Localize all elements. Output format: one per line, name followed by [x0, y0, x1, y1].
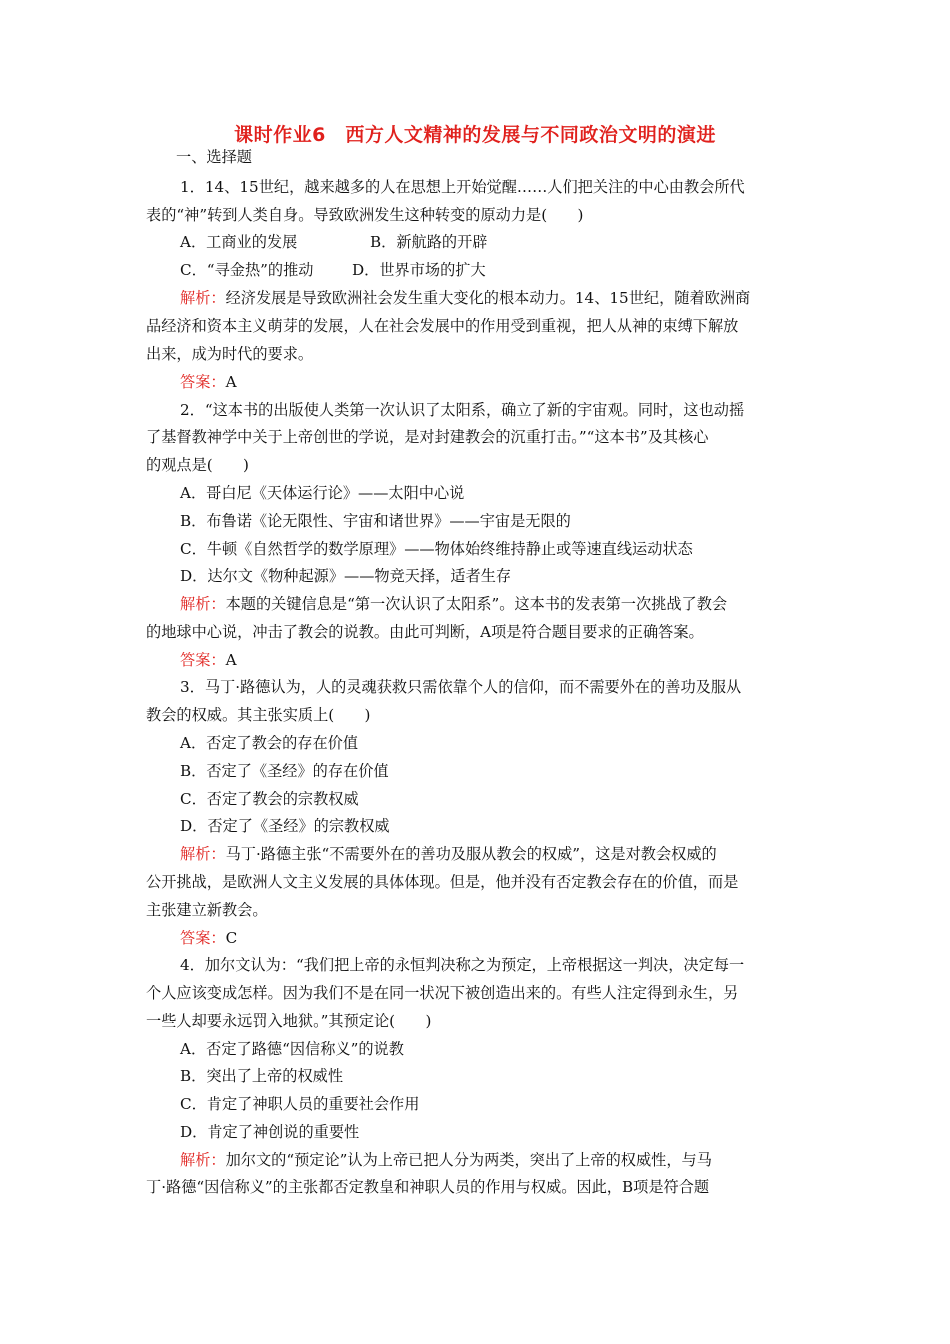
question-1-stem-line-2: 表的“神”转到人类自身。导致欧洲发生这种转变的原动力是( ): [146, 206, 584, 224]
question-3-analysis-line-2: 公开挑战，是欧洲人文主义发展的具体体现。但是，他并没有否定教会存在的价值，而是: [146, 873, 739, 891]
question-4-analysis-line-1: 解析：加尔文的“预定论”认为上帝已把人分为两类，突出了上帝的权威性，与马: [180, 1151, 712, 1169]
question-1-analysis-line-1: 解析：经济发展是导致欧洲社会发生重大变化的根本动力。14、15世纪，随着欧洲商: [180, 289, 751, 307]
question-1-analysis-line-3: 出来，成为时代的要求。: [146, 345, 314, 363]
question-2-option-a: A．哥白尼《天体运行论》——太阳中心说: [180, 484, 465, 502]
question-3-answer: 答案：C: [180, 929, 238, 947]
question-1-option-c: C．“寻金热”的推动: [180, 261, 314, 279]
question-4-stem-line-1: 4．加尔文认为：“我们把上帝的永恒判决称之为预定，上帝根据这一判决，决定每一: [180, 956, 745, 974]
question-4-option-b: B．突出了上帝的权威性: [180, 1067, 344, 1085]
question-3-stem-line-2: 教会的权威。其主张实质上( ): [146, 706, 371, 724]
question-1-analysis-line-2: 品经济和资本主义萌芽的发展，人在社会发展中的作用受到重视，把人从神的束缚下解放: [146, 317, 739, 335]
question-4-option-d: D．肯定了神创说的重要性: [180, 1123, 360, 1141]
question-3-analysis-line-1: 解析：马丁·路德主张“不需要外在的善功及服从教会的权威”，这是对教会权威的: [180, 845, 717, 863]
question-4-stem-line-2: 个人应该变成怎样。因为我们不是在同一状况下被创造出来的。有些人注定得到永生，另: [146, 984, 739, 1002]
question-4-analysis-line-2: 丁·路德“因信称义”的主张都否定教皇和神职人员的作用与权威。因此，B项是符合题: [146, 1178, 710, 1196]
question-2-stem-line-2: 了基督教神学中关于上帝创世的学说，是对封建教会的沉重打击。”“这本书”及其核心: [146, 428, 709, 446]
question-3-option-c: C．否定了教会的宗教权威: [180, 790, 359, 808]
question-2-option-b: B．布鲁诺《论无限性、宇宙和诸世界》——宇宙是无限的: [180, 512, 571, 530]
question-4-option-c: C．肯定了神职人员的重要社会作用: [180, 1095, 420, 1113]
section-heading: 一、选择题: [176, 148, 252, 166]
question-2-stem-line-3: 的观点是( ): [146, 456, 249, 474]
question-1-option-a: A．工商业的发展: [180, 233, 298, 251]
question-3-stem-line-1: 3．马丁·路德认为，人的灵魂获救只需依靠个人的信仰，而不需要外在的善功及服从: [180, 678, 742, 696]
question-2-stem-line-1: 2．“这本书的出版使人类第一次认识了太阳系，确立了新的宇宙观。同时，这也动摇: [180, 401, 745, 419]
question-2-option-d: D．达尔文《物种起源》——物竞天择，适者生存: [180, 567, 512, 585]
question-2-analysis-line-2: 的地球中心说，冲击了教会的说教。由此可判断，A项是符合题目要求的正确答案。: [146, 623, 704, 641]
question-2-answer: 答案：A: [180, 651, 237, 669]
page-title: 课时作业6 西方人文精神的发展与不同政治文明的演进: [234, 124, 716, 146]
question-4-option-a: A．否定了路德“因信称义”的说教: [180, 1040, 404, 1058]
question-2-option-c: C．牛顿《自然哲学的数学原理》——物体始终维持静止或等速直线运动状态: [180, 540, 693, 558]
question-1-answer: 答案：A: [180, 373, 237, 391]
question-3-option-d: D．否定了《圣经》的宗教权威: [180, 817, 390, 835]
question-1-option-b: B．新航路的开辟: [370, 233, 488, 251]
question-1-stem-line-1: 1．14、15世纪，越来越多的人在思想上开始觉醒……人们把关注的中心由教会所代: [180, 178, 745, 196]
question-3-analysis-line-3: 主张建立新教会。: [146, 901, 268, 919]
question-1-option-d: D．世界市场的扩大: [352, 261, 486, 279]
answer-label: 答案：: [180, 373, 226, 391]
question-2-analysis-line-1: 解析：本题的关键信息是“第一次认识了太阳系”。这本书的发表第一次挑战了教会: [180, 595, 728, 613]
question-3-option-a: A．否定了教会的存在价值: [180, 734, 359, 752]
question-3-option-b: B．否定了《圣经》的存在价值: [180, 762, 389, 780]
analysis-label: 解析：: [180, 289, 226, 307]
question-4-stem-line-3: 一些人却要永远罚入地狱。”其预定论( ): [146, 1012, 432, 1030]
